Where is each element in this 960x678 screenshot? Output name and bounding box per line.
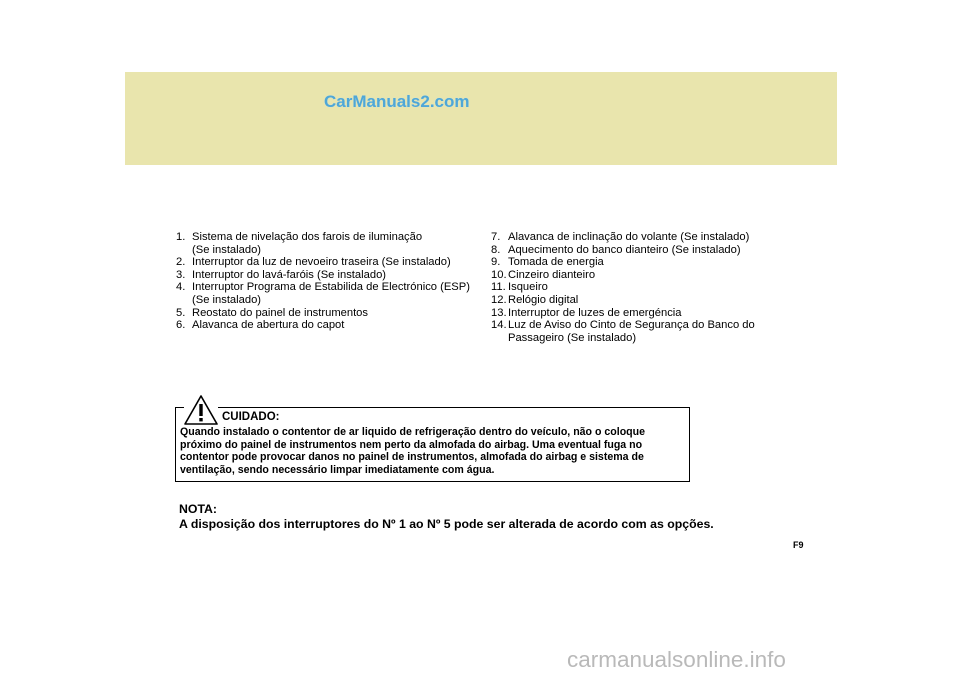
item-continuation: (Se instalado) — [192, 293, 262, 306]
list-item — [491, 244, 775, 257]
list-item — [491, 294, 775, 307]
controls-list-left — [176, 231, 476, 332]
item-text: Luz de Aviso do Cinto de Segurança do Banco do — [508, 319, 755, 332]
item-number: 1. — [176, 231, 186, 243]
item-text: Reostato do painel de instrumentos — [192, 306, 369, 319]
caution-body: Quando instalado o contentor de ar liquido de refrigeração dentro do veículo, não o coloque próximo do painel de instrumentos nem perto da almofada do airbag. Uma eventual fuga no contentor pode provocar danos no painel de instrumentos, almofada do airbag e sistema de ventilação, sendo necessário limpar imediatamente com água. — [180, 426, 645, 477]
caution-box — [175, 407, 690, 482]
caution-title: CUIDADO: — [222, 411, 280, 423]
header-band — [125, 72, 837, 165]
item-text: Interruptor da luz de nevoeiro traseira (Se instalado) — [192, 256, 451, 269]
item-text: Interruptor de luzes de emergéncia — [508, 306, 682, 319]
list-item — [176, 256, 476, 269]
item-text: Sistema de nivelação dos farois de iluminação — [192, 231, 423, 243]
item-text: Interruptor do lavá-faróis (Se instalado) — [192, 268, 387, 281]
list-item — [176, 281, 476, 306]
item-text: Tomada de energia — [508, 256, 604, 269]
item-continuation: Passageiro (Se instalado) — [508, 331, 637, 344]
item-number: 5. — [176, 306, 186, 319]
list-item — [491, 307, 775, 320]
item-text: Interruptor Programa de Estabilida de Electrónico (ESP) — [192, 281, 470, 294]
item-number: 8. — [491, 243, 501, 256]
item-continuation: (Se instalado) — [192, 243, 262, 256]
item-number: 13. — [491, 306, 507, 319]
item-number: 4. — [176, 281, 186, 294]
item-text: Isqueiro — [508, 281, 548, 294]
item-number: 11. — [491, 281, 506, 294]
item-number: 12. — [491, 293, 507, 306]
item-number: 9. — [491, 256, 501, 269]
item-number: 6. — [176, 319, 186, 332]
item-number: 14. — [491, 319, 507, 332]
page-number: F9 — [793, 540, 804, 550]
list-item — [176, 307, 476, 320]
controls-list-right — [491, 231, 775, 344]
warning-triangle-icon — [184, 395, 218, 425]
watermark: carmanualsonline.info — [567, 647, 786, 672]
item-number: 7. — [491, 231, 501, 243]
note-label: NOTA: — [179, 502, 218, 516]
item-text: Relógio digital — [508, 293, 579, 306]
list-item — [491, 269, 775, 282]
note-text: A disposição dos interruptores do Nº 1 ao Nº 5 pode ser alterada de acordo com as opções. — [179, 517, 714, 531]
item-text: Cinzeiro dianteiro — [508, 268, 596, 281]
item-number: 3. — [176, 268, 186, 281]
item-number: 2. — [176, 256, 186, 269]
list-item — [176, 231, 476, 256]
list-item — [176, 319, 476, 332]
list-item — [491, 231, 775, 244]
site-link[interactable]: CarManuals2.com — [324, 92, 470, 111]
list-item — [491, 281, 775, 294]
list-item — [491, 256, 775, 269]
item-text: Alavanca de abertura do capot — [192, 319, 345, 332]
item-text: Alavanca de inclinação do volante (Se instalado) — [508, 231, 750, 243]
item-number: 10. — [491, 268, 507, 281]
list-item — [491, 319, 775, 344]
item-text: Aquecimento do banco dianteiro (Se instalado) — [508, 243, 741, 256]
list-item — [176, 269, 476, 282]
